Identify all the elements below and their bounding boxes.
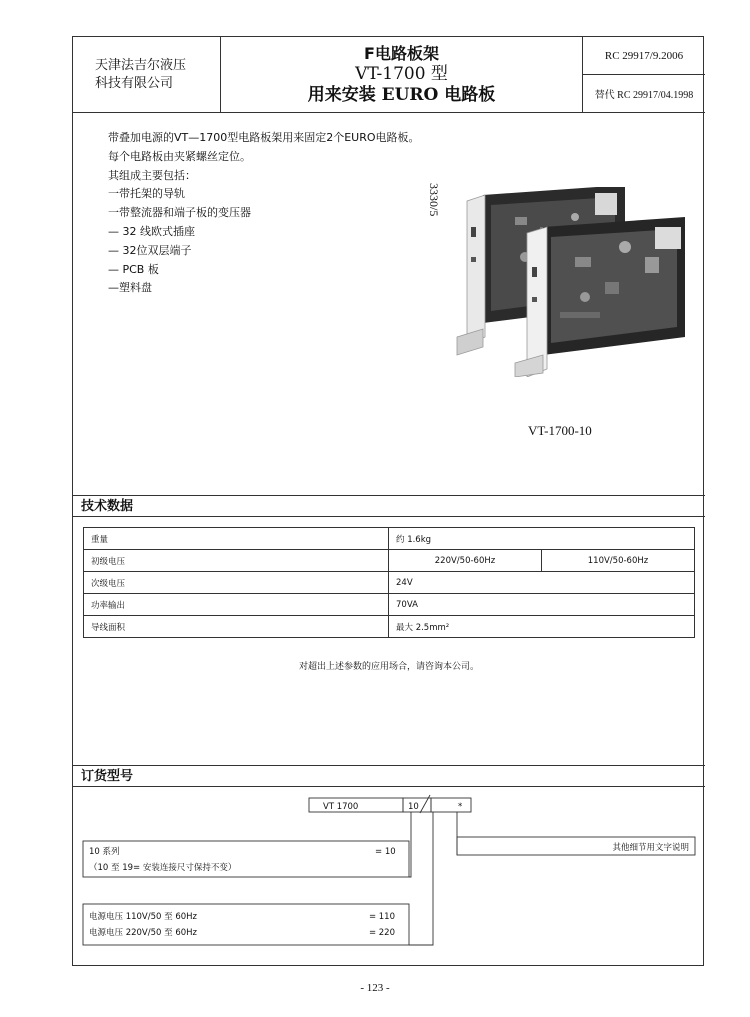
- tech-label-wire-area: 导线面积: [84, 616, 389, 638]
- code-series: 10: [408, 802, 419, 812]
- series-value: = 10: [375, 847, 396, 857]
- voltage-220-label: 电源电压 220V/50 至 60Hz: [89, 928, 197, 938]
- front-circuit-board: [543, 217, 685, 355]
- tech-value-wire-area: 最大 2.5mm²: [389, 616, 695, 638]
- intro-line: 每个电路板由夹紧螺丝定位。: [108, 149, 251, 163]
- tech-value-primary-110: 110V/50-60Hz: [542, 550, 695, 572]
- company-name-line2: 科技有限公司: [95, 75, 174, 91]
- product-photo: [455, 187, 685, 377]
- photo-side-label: 3330/5: [427, 183, 441, 217]
- intro-line: 一带托架的导轨: [108, 187, 185, 201]
- intro-line: 其组成主要包括：: [108, 168, 196, 182]
- intro-description: [108, 129, 420, 298]
- company-name-line1: 天津法吉尔液压: [95, 57, 187, 73]
- tech-value-weight: 约 1.6kg: [389, 528, 695, 550]
- intro-line: 带叠加电源的VT—1700型电路板架用来固定2个EURO电路板。: [108, 131, 420, 144]
- leader-voltage: [409, 812, 433, 945]
- table-row: [84, 616, 695, 638]
- voltage-option-box: [83, 904, 409, 945]
- photo-caption: VT-1700-10: [528, 423, 592, 438]
- tech-value-power-output: 70VA: [389, 594, 695, 616]
- code-prefix: VT 1700: [323, 802, 359, 812]
- intro-line: — 32位双层端子: [108, 243, 192, 257]
- tech-section-heading: 技术数据: [73, 495, 705, 517]
- table-row: [84, 594, 695, 616]
- datasheet-page: [72, 36, 704, 966]
- ordering-code-diagram: [73, 789, 705, 967]
- tech-note: 对超出上述参数的应用场合，请咨询本公司。: [298, 662, 479, 672]
- intro-line: — 32 线欧式插座: [108, 224, 195, 238]
- title-line3: 用来安装 EURO 电路板: [307, 85, 496, 105]
- table-row: [84, 550, 695, 572]
- tech-value-secondary-voltage: 24V: [389, 572, 695, 594]
- tech-label-primary-voltage: 初级电压: [84, 550, 389, 572]
- tech-label-power-output: 功率输出: [84, 594, 389, 616]
- tech-data-table: [83, 527, 695, 638]
- intro-line: —塑料盘: [108, 281, 152, 295]
- page-number: - 123 -: [360, 982, 390, 994]
- rc-number: RC 29917/9.2006: [583, 37, 705, 75]
- voltage-110-value: = 110: [368, 912, 395, 922]
- code-star: *: [458, 802, 463, 812]
- ordering-section-heading: 订货型号: [73, 765, 705, 787]
- intro-line: — PCB 板: [108, 262, 159, 276]
- tech-label-weight: 重量: [84, 528, 389, 550]
- voltage-110-label: 电源电压 110V/50 至 60Hz: [89, 912, 197, 922]
- title-line2: VT-1700 型: [355, 64, 448, 84]
- title-line1: F电路板架: [364, 44, 439, 63]
- document-title: [221, 37, 583, 113]
- series-label: 10 系列: [89, 847, 120, 857]
- intro-line: 一带整流器和端子板的变压器: [108, 206, 251, 220]
- tech-label-secondary-voltage: 次级电压: [84, 572, 389, 594]
- table-row: [84, 572, 695, 594]
- code-box-star: [431, 798, 471, 812]
- series-note: （10 至 19= 安装连接尺寸保持不变）: [89, 863, 237, 873]
- company-name: [73, 37, 221, 113]
- other-details-text: 其他细节用文字说明: [612, 843, 689, 853]
- back-front-panel: [457, 195, 485, 355]
- tech-value-primary-220: 220V/50-60Hz: [389, 550, 542, 572]
- table-row: [84, 528, 695, 550]
- voltage-220-value: = 220: [368, 928, 395, 938]
- replaces-number: 替代 RC 29917/04.1998: [583, 75, 705, 113]
